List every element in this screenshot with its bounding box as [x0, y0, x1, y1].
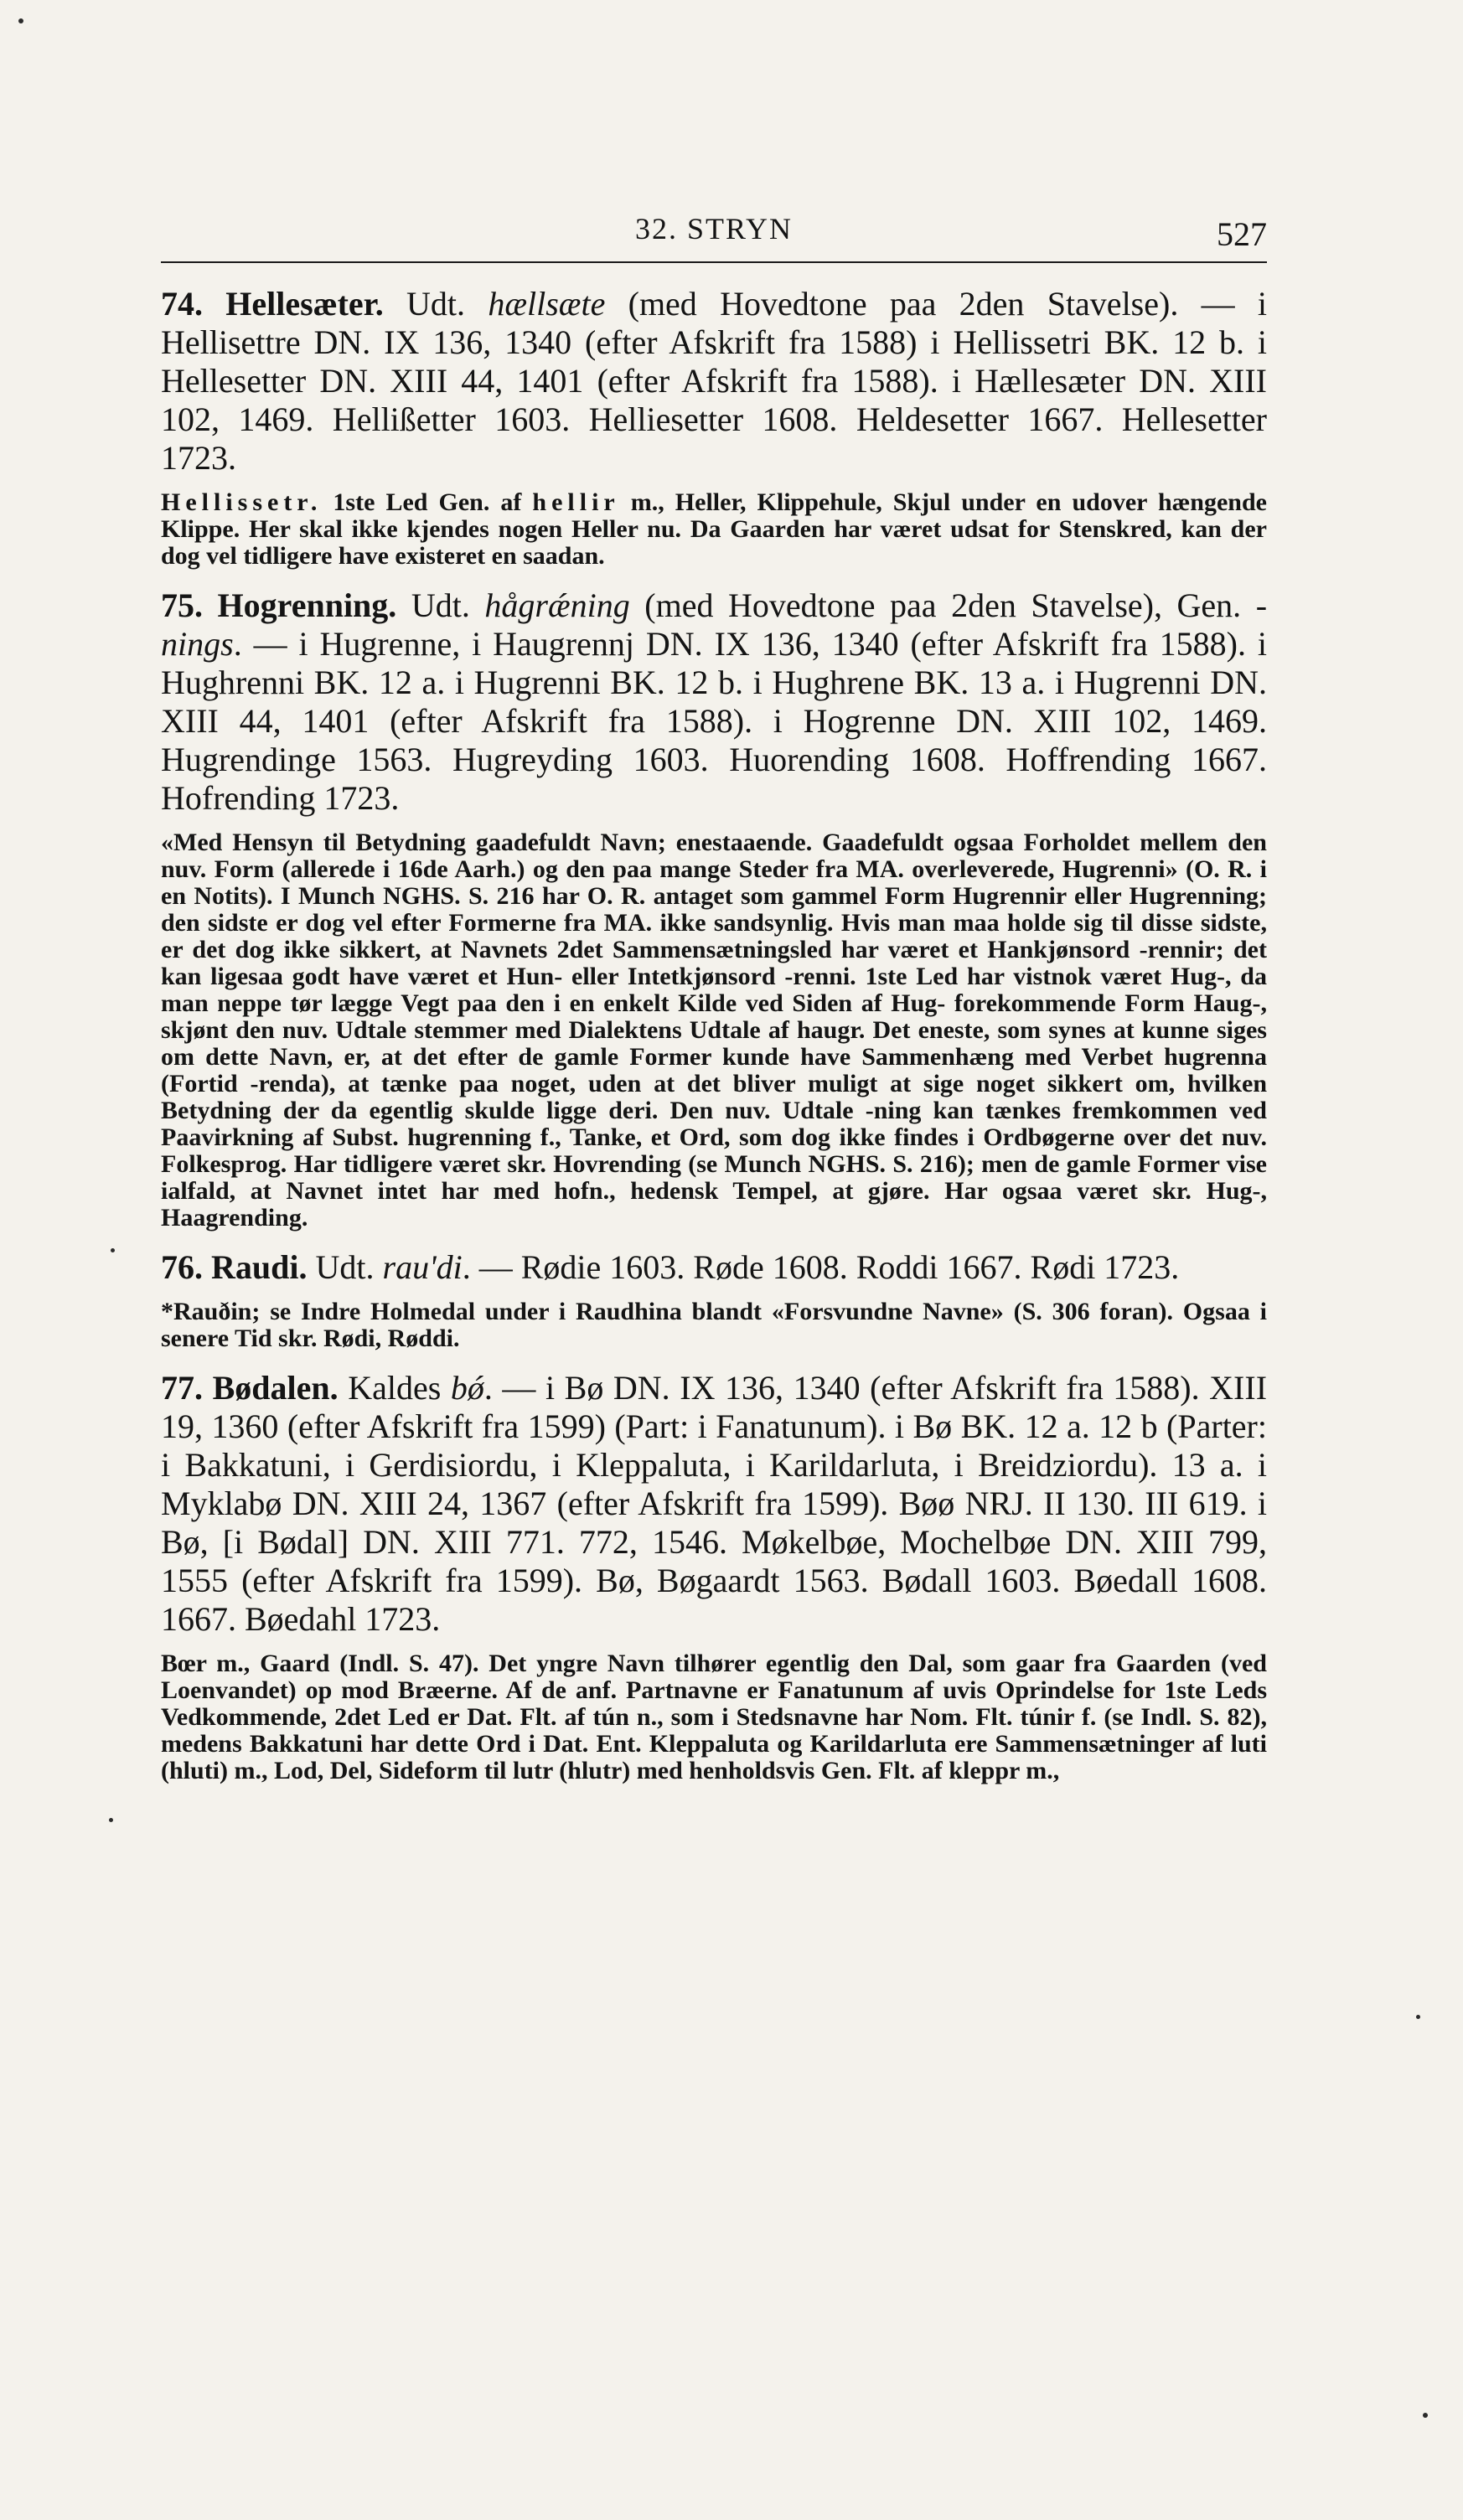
entry-text: . — i Bø DN. IX 136, 1340 (efter Afskrift fra 1588). XIII 19, 1360 (efter Afskrift fra 1599) (Part: i Fanatunum). i Bø BK. 12 a. 12 b (Parter: i Bakkatuni, i Gerdisiordu, i Kleppaluta, i Karildarluta, i Breidziordu). 13 a. i Myklabø DN. XIII 24, 1367 (efter Afskrift fra 1599). Bøø NRJ. II 130. III 619. i Bø, [i Bødal] DN. XIII 771. 772, 1546. Møkelbøe, Mochelbøe DN. XIII 799, 1555 (efter Afskrift fra 1599). Bø, Bøgaardt 1563. Bødall 1603. Bøedall 1608. 1667. Bøedahl 1723. — [161, 1369, 1268, 1638]
entry-text: Udt. — [396, 586, 485, 624]
entry-text: (med Hovedtone paa 2den Stavelse). — i Hellisettre DN. IX 136, 1340 (efter Afskrift fra 1588) i Hellissetri BK. 12 b. i Hellesetter DN. XIII 44, 1401 (efter Afskrift fra 1588). i Hællesæter DN. XIII 102, 1469. Hellißetter 1603. Helliesetter 1608. Heldesetter 1667. Hellesetter 1723. — [161, 285, 1267, 477]
entry-text: (med Hovedtone paa 2den Stavelse), Gen. — [629, 586, 1256, 624]
entry-77-text — [161, 1369, 1267, 1639]
entry-76-note: *Rauðin; se Indre Holmedal under i Raudhina blandt «Forsvundne Navne» (S. 306 foran). Ogsaa i senere Tid skr. Rødi, Røddi. — [161, 1298, 1267, 1352]
entry-headword: Raudi. — [211, 1248, 308, 1286]
entry-76-text — [161, 1248, 1267, 1287]
pronunciation: hællsæte — [488, 285, 606, 323]
entry-number: 76. — [161, 1248, 203, 1286]
entry-75-note: «Med Hensyn til Betydning gaadefuldt Navn; enestaaende. Gaadefuldt ogsaa Forholdet mellem den nuv. Form (allerede i 16de Aarh.) og den paa mange Steder fra MA. overleverede, Hugrenni» (O. R. i en Notits). I Munch NGHS. S. 216 har O. R. antaget som gammel Form Hugrennir eller Hugrenning; den sidste er dog vel efter Formerne fra MA. ikke sandsynlig. Hvis man maa holde sig til disse sidste, er det dog ikke sikkert, at Navnets 2det Sammensætningsled har været et Hankjønsord -rennir; det kan ligesaa godt have været et Hun- eller Intetkjønsord -renni. 1ste Led har vistnok været Hug-, da man neppe tør lægge Vegt paa den i en enkelt Kilde ved Siden af Hug- forekommende Form Haug-, skjønt den nuv. Udtale stemmer med Dialektens Udtale af haugr. Det eneste, som synes at kunne siges om dette Navn, er, at det efter de gamle Former kunde have Sammenhæng med Verbet hugrenna (Fortid -renda), at tænke paa noget, uden at det bliver muligt at sige noget sikkert om, hvilken Betydning der da egentlig skulde ligge deri. Den nuv. Udtale -ning kan tænkes fremkommen ved Paavirkning af Subst. hugrenning f., Tanke, et Ord, som dog ikke findes i Ordbøgerne over det nuv. Folkesprog. Har tidligere været skr. Hovrending (se Munch NGHS. S. 216); men de gamle Former vise ialfald, at Navnet intet har med hofn., hedensk Tempel, at gjøre. Har ogsaa været skr. Hug-, Haagrending. — [161, 829, 1267, 1232]
entry-74 — [161, 285, 1267, 570]
entry-headword: Hellesæter. — [225, 285, 384, 323]
entry-text: . — i Hugrenne, i Haugrennj DN. IX 136, 1340 (efter Afskrift fra 1588). i Hughrenni BK. 12 a. i Hugrenni BK. 12 b. i Hughrene BK. 13 a. i Hugrenni DN. XIII 44, 1401 (efter Afskrift fra 1588). i Hogrenne DN. XIII 102, 1469. Hugrendinge 1563. Hugreyding 1603. Huorending 1608. Hoffrending 1667. Hofrending 1723. — [161, 625, 1267, 817]
entry-74-note — [161, 489, 1267, 570]
entry-75 — [161, 586, 1267, 1232]
header-rule — [161, 261, 1267, 263]
scan-speck — [1416, 2015, 1420, 2019]
entry-text: Udt. — [307, 1248, 383, 1286]
entry-number: 74. — [161, 285, 203, 323]
entry-number: 75. — [161, 586, 203, 624]
entry-text: Udt. — [383, 285, 489, 323]
entry-76 — [161, 1248, 1267, 1352]
page-body — [161, 285, 1267, 1784]
pronunciation: hågrǽning — [484, 586, 630, 624]
scan-speck — [109, 1818, 113, 1822]
entry-75-text — [161, 586, 1267, 818]
entry-headword: Bødalen. — [212, 1369, 339, 1407]
pronunciation: -nings — [161, 586, 1268, 663]
running-title: 32. STRYN — [634, 212, 794, 245]
scan-speck — [18, 18, 23, 23]
note-text: m., Heller, Klippehule, Skjul under en udover hængende Klippe. Her skal ikke kjendes nogen Heller nu. Da Gaarden har været udsat for Stenskred, kan der dog vel tidligere have existeret en saadan. — [161, 488, 1267, 570]
entry-77-note: Bœr m., Gaard (Indl. S. 47). Det yngre Navn tilhører egentlig den Dal, som gaar fra Gaarden (ved Loenvandet) op mod Bræerne. Af de anf. Partnavne er Fanatunum af uvis Oprindelse for 1ste Leds Vedkommende, 2det Led er Dat. Flt. af tún n., som i Stedsnavne har Nom. Flt. túnir f. (se Indl. S. 82), medens Bakkatuni har dette Ord i Dat. Ent. Kleppaluta og Karildarluta ere Sammensætninger af luti (hluti) m., Lod, Del, Sideform til lutr (hlutr) med henholdsvis Gen. Flt. af kleppr m., — [161, 1650, 1267, 1784]
note-keyword: Hellissetr. — [161, 488, 323, 516]
entry-headword: Hogrenning. — [217, 586, 397, 624]
entry-text: . — Rødie 1603. Røde 1608. Roddi 1667. Rødi 1723. — [462, 1248, 1180, 1286]
scan-speck — [1423, 2413, 1428, 2418]
scan-speck — [111, 1248, 115, 1252]
entry-74-text — [161, 285, 1267, 478]
entry-77 — [161, 1369, 1267, 1784]
note-keyword: hellir — [532, 488, 620, 516]
pronunciation: rau'di — [382, 1248, 463, 1286]
pronunciation: bǿ — [450, 1369, 484, 1407]
entry-text: Kaldes — [338, 1369, 451, 1407]
page-number: 527 — [1217, 215, 1267, 253]
note-text: 1ste Led Gen. af — [322, 488, 533, 516]
page-header — [161, 208, 1267, 258]
entry-number: 77. — [161, 1369, 203, 1407]
